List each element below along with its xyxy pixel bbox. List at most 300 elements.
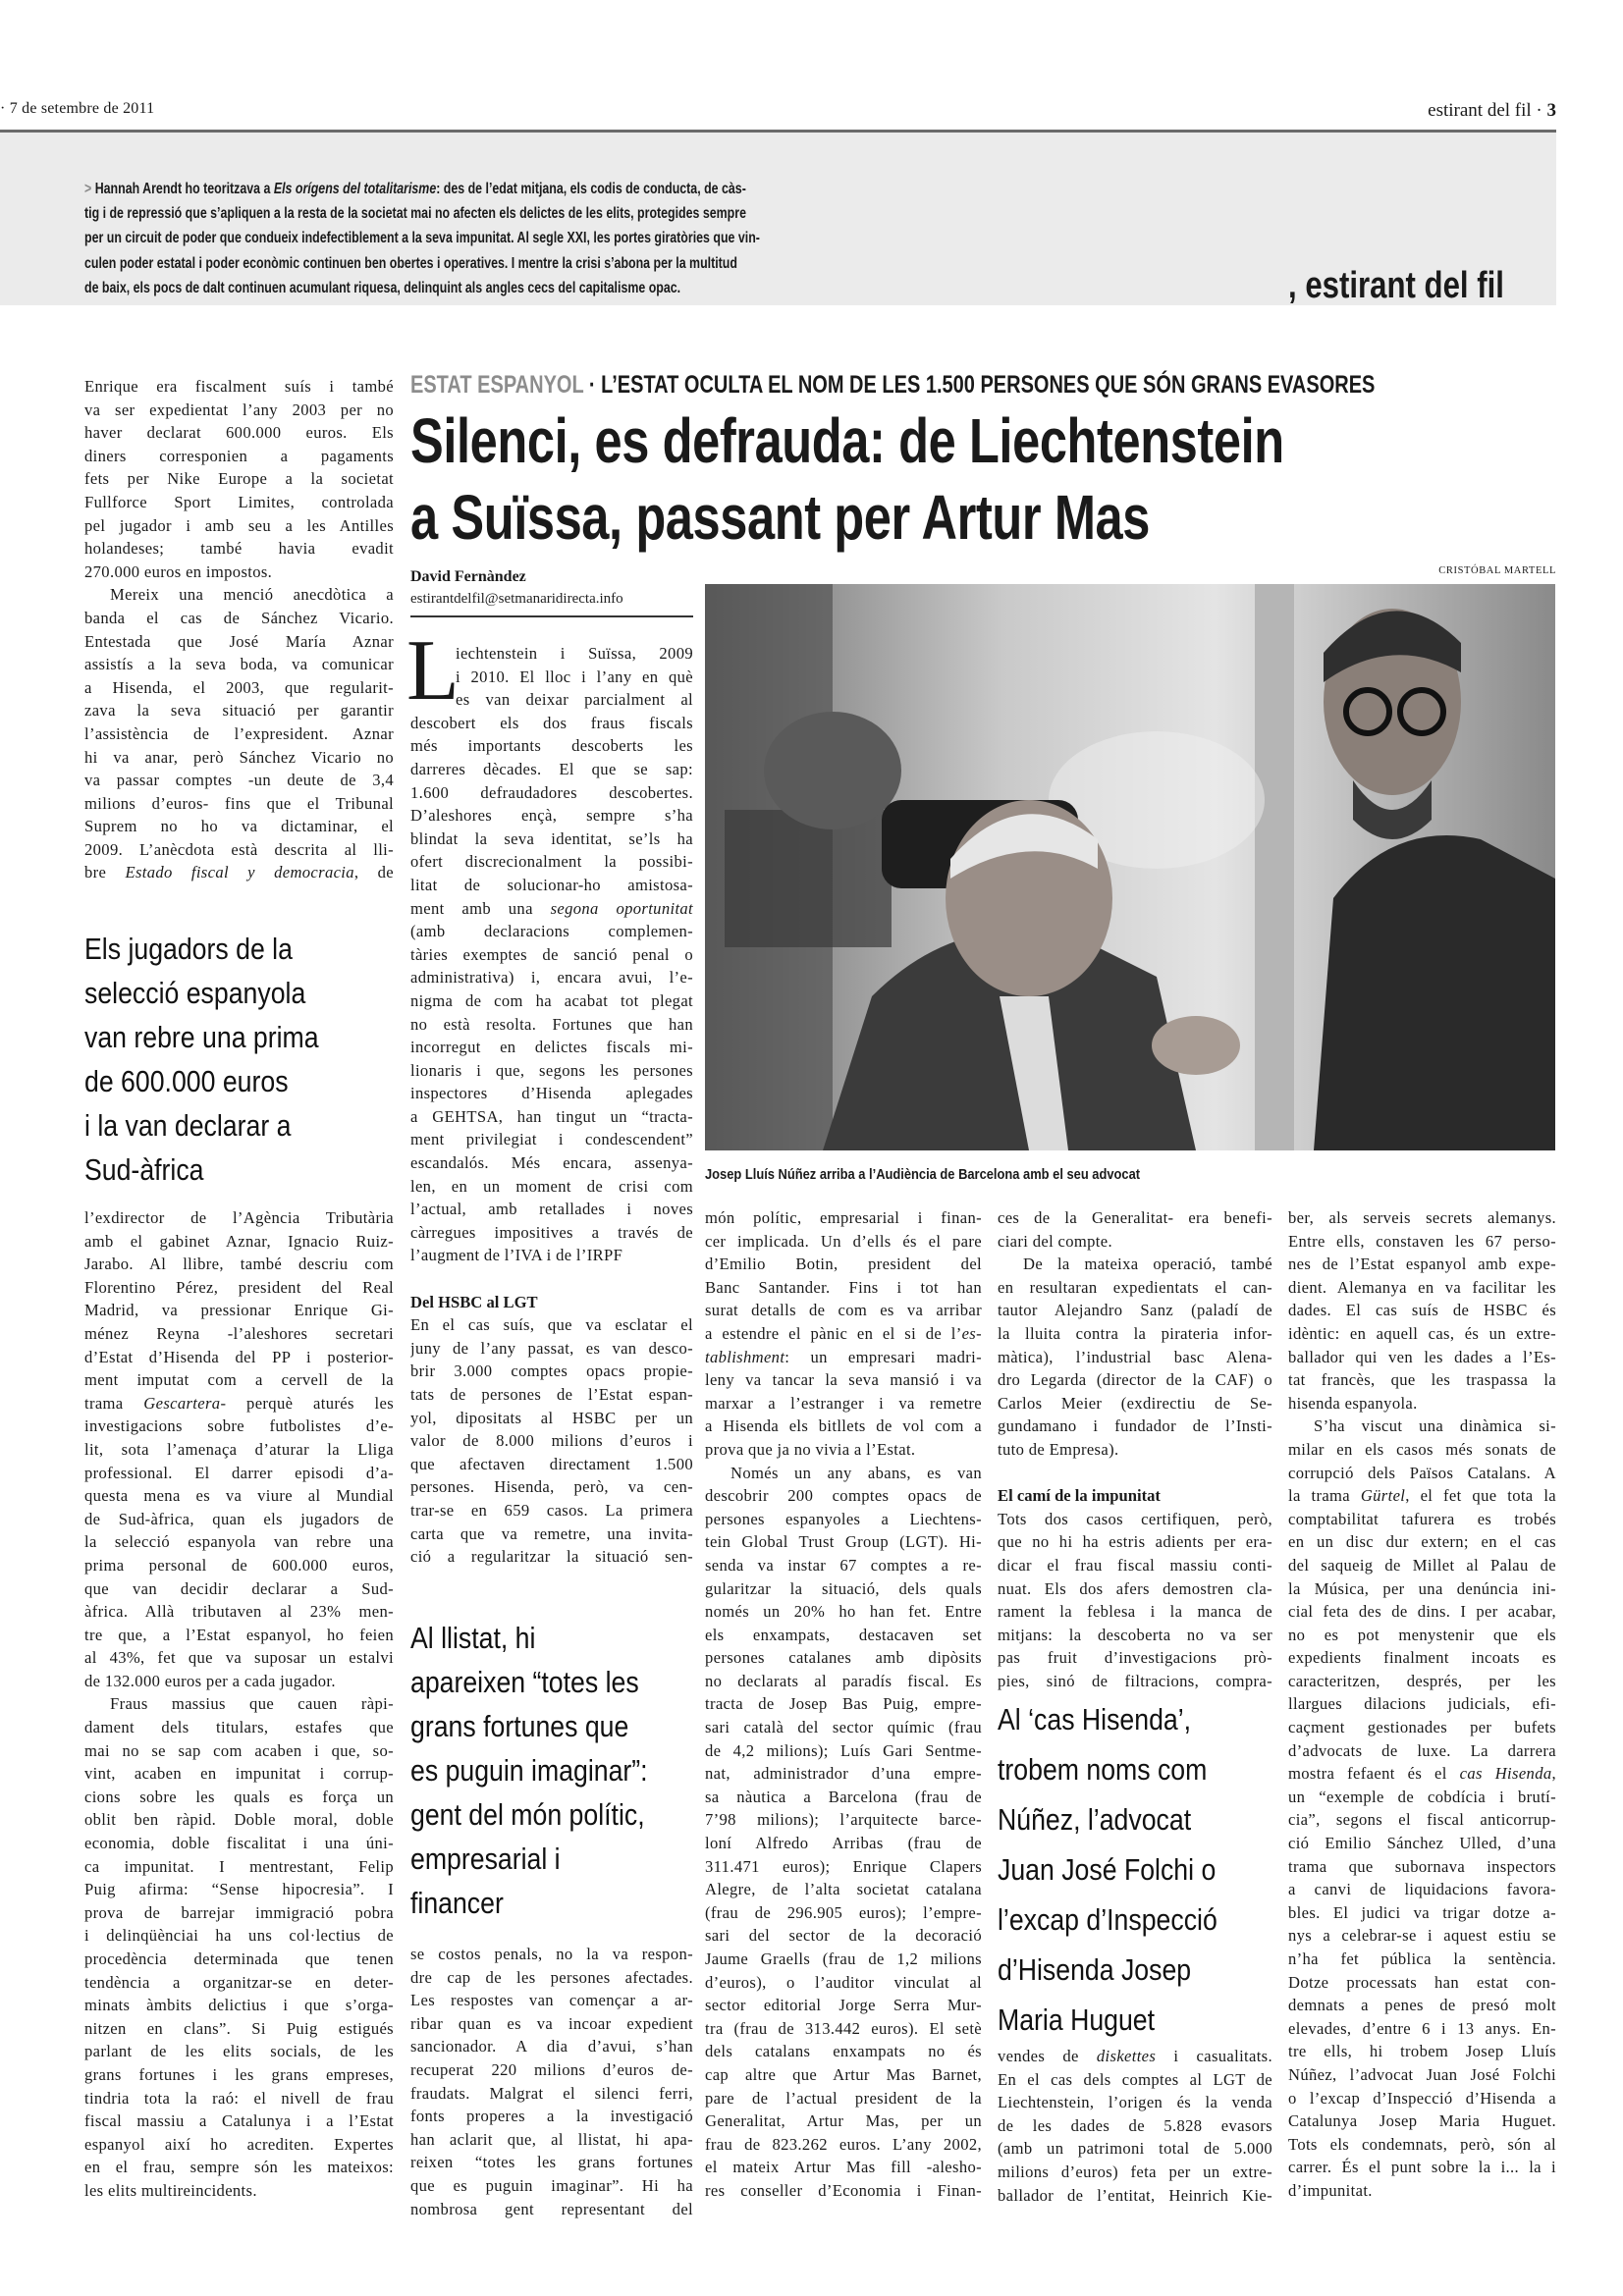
text-line: n’ha fet pública la sentència. — [1288, 1949, 1556, 1968]
text-run: : des de l’edat mitjana, els codis de conducta, de càs- — [436, 181, 746, 197]
text-line: len, en un moment de crisi com — [410, 1176, 693, 1196]
italic-text-run: tablishment — [705, 1347, 785, 1366]
column-1-top — [84, 375, 394, 884]
text-line: rament la feblesa i la manca de — [998, 1602, 1272, 1622]
text-run: i casualitats. — [1156, 2047, 1272, 2065]
pull-quote-line: i la van declarar a — [84, 1108, 292, 1143]
text-line: Catalunya Josep Maria Huguet. — [1288, 2111, 1556, 2131]
text-line: Dotze processats han estat con- — [1288, 1972, 1556, 1992]
italic-text-run: es- — [961, 1323, 982, 1343]
text-line: zava la seva situació per garantir — [84, 701, 394, 721]
drop-cap: L — [406, 623, 460, 719]
italic-text-run: Els orígens del totalitarisme — [273, 181, 437, 197]
text-line: l’exdirector de l’Agència Tributària — [84, 1208, 394, 1227]
text-line: Mereix una menció anecdòtica a — [110, 585, 394, 605]
text-line: del saqueig de Millet al Palau de — [1288, 1555, 1556, 1575]
kicker — [410, 371, 1375, 400]
text-line: d’impunitat. — [1288, 2180, 1373, 2200]
text-line: S’ha viscut una dinàmica si- — [1314, 1416, 1556, 1436]
pull-quote-line: Al ‘cas Hisenda’, — [998, 1702, 1192, 1736]
text-line: va passar comptes -un deute de 3,4 — [84, 771, 394, 790]
text-line: Suprem no ho va dictaminar, el — [84, 817, 394, 836]
text-run: , el fet que tota la — [1405, 1486, 1556, 1506]
text-line: que es puguin imaginar”. Hi ha — [410, 2175, 693, 2195]
text-line: Madrid, va pressionar Enrique Gi- — [84, 1301, 394, 1320]
text-line: mitjans: la descoberta no va ser — [998, 1625, 1272, 1644]
text-line: a GEHTSA, han tingut un “tracta- — [410, 1106, 693, 1126]
text-line: leny va tancar la seva mansió i va — [705, 1370, 982, 1390]
text-line: que van decidir declarar a Sud- — [84, 1578, 394, 1598]
text-line: 270.000 euros en impostos. — [84, 561, 273, 581]
text-line: i delinqüènciai ha uns col·lectius de — [84, 1926, 394, 1946]
text-line: descobert els dos fraus fiscals — [410, 713, 693, 732]
intro-line — [84, 276, 760, 300]
text-line: Tots dos casos certifiquen, però, — [998, 1509, 1272, 1528]
text-line: al 43%, fet que va suposar un estalvi — [84, 1648, 394, 1668]
text-line: mai no se sap com acaben i que, so- — [84, 1740, 394, 1760]
text-line: fets per Nike Europe a la societat — [84, 469, 394, 489]
text-line: senda va instar 67 comptes a re- — [705, 1555, 982, 1575]
text-line: En el cas suís, que va esclatar el — [410, 1315, 693, 1335]
text-line: fraudats. Malgrat el silenci ferri, — [410, 2083, 693, 2103]
text-line: àfrica. Allà tributaven al 23% men- — [84, 1602, 394, 1622]
text-line: caracteritzen, després, per les — [1288, 1671, 1556, 1690]
text-line: d’Estat d’Hisenda del PP i posterior- — [84, 1347, 394, 1366]
text-run: bre — [84, 863, 126, 882]
text-line: món polític, empresarial i finan- — [705, 1208, 982, 1227]
pull-quote-line: selecció espanyola — [84, 976, 306, 1010]
pull-quote-2 — [410, 1616, 648, 1925]
text-line: Les respostes van començar a ar- — [410, 1991, 693, 2010]
text-line: frau de 823.262 euros. L’any 2002, — [705, 2134, 982, 2154]
text-line: milar en els casos més sonats de — [1288, 1439, 1556, 1459]
text-line: el mateix Artur Mas fill -alesho- — [705, 2158, 982, 2177]
text-line: tautor Alejandro Sanz (paladí de — [998, 1301, 1272, 1320]
text-line: va ser expedientat l’any 2003 per no — [84, 400, 394, 419]
text-line: carrer. És el punt sobre la i... la i — [1288, 2158, 1556, 2177]
text-line: gundamano i fundador de l’Insti- — [998, 1416, 1272, 1436]
intro-line-text — [84, 255, 737, 272]
text-line: Fraus massius que cauen ràpi- — [110, 1694, 394, 1714]
text-line: prova de barrejar immigració pobra — [84, 1902, 394, 1922]
kicker-text: · L’ESTAT OCULTA EL NOM DE LES 1.500 PERSONES QUE SÓN GRANS EVASORES — [583, 371, 1376, 399]
text-line: fonts properes a la investigació — [410, 2107, 693, 2126]
text-line: surat detalls de com es va arribar — [705, 1301, 982, 1320]
text-line: tat francès, que les traspassa la — [1288, 1370, 1556, 1390]
text-line: ció a regularitzar la situació sen- — [410, 1547, 693, 1567]
text-line: o l’excap d’Inspecció d’Hisenda a — [1288, 2088, 1556, 2108]
text-line: investigacions sobre futbolistes d’e- — [84, 1416, 394, 1436]
italic-text-run: Gürtel — [1360, 1486, 1406, 1506]
text-line: Fullforce Sport Limites, controlada — [84, 492, 394, 511]
text-run: vendes de — [998, 2047, 1097, 2065]
text-line: Banc Santander. Fins i tot han — [705, 1277, 982, 1297]
text-line: diners corresponien a pagaments — [84, 446, 394, 465]
intro-line-text — [84, 205, 746, 222]
text-line — [410, 897, 693, 921]
text-line: Entre ells, constaven les 67 perso- — [1288, 1231, 1556, 1251]
text-line: d’Emilio Botin, president del — [705, 1255, 982, 1274]
article-photo — [705, 584, 1555, 1150]
text-line: la Música, per una denúncia ini- — [1288, 1578, 1556, 1598]
text-line: ribar quan es va incoar expedient — [410, 2013, 693, 2033]
text-line: persones. Hisenda, però, va cen- — [410, 1477, 693, 1497]
pull-quote-line: Maria Huguet — [998, 2002, 1156, 2037]
text-line: hisenda espanyola. — [1288, 1393, 1418, 1413]
text-run: ment amb una — [410, 898, 551, 918]
text-line: gularitzar la situació, dels quals — [705, 1578, 982, 1598]
italic-text-run: cas Hisenda — [1459, 1764, 1552, 1784]
text-line: haver declarat 600.000 euros. Els — [84, 423, 394, 443]
text-run: per un circuit de poder que condueix indefectiblement a la seva impunitat. Al segle XXI, les portes giratòries que vin- — [84, 230, 760, 247]
text-line: tracta de Josep Bas Puig, empre- — [705, 1694, 982, 1714]
subheading: Del HSBC al LGT — [410, 1292, 538, 1311]
text-line: les elits multireincidents. — [84, 2180, 257, 2200]
author-email-link[interactable]: estirantdelfil@setmanaridirecta.info — [410, 591, 623, 607]
text-line: sector editorial Jorge Serra Mur- — [705, 1996, 982, 2015]
text-line: comptabilitat tafurera es trobés — [1288, 1509, 1556, 1528]
photo-caption: Josep Lluís Núñez arriba a l’Audiència de Barcelona amb el seu advocat — [705, 1166, 1141, 1183]
pull-quote-line: trobem noms com — [998, 1752, 1208, 1787]
text-line: 311.471 euros); Enrique Clapers — [705, 1856, 982, 1876]
text-line: d’advocats de luxe. La darrera — [1288, 1740, 1556, 1760]
text-line: Alegre, de l’alta societat catalana — [705, 1880, 982, 1899]
text-line: dament dels titulars, estafes que — [84, 1718, 394, 1737]
text-line — [84, 1392, 394, 1415]
text-line: dro Legarda (director de la CAF) o — [998, 1370, 1272, 1390]
text-line: Jarabo. Al llibre, també descriu com — [84, 1255, 394, 1274]
text-line: Puig afirma: “Sense hipocresia”. I — [84, 1880, 394, 1899]
text-line: 7’98 milions); l’arquitecte barce- — [705, 1810, 982, 1830]
text-line: administrativa) i, encara avui, l’e- — [410, 968, 693, 988]
text-line: loní Alfredo Arribas (frau de — [705, 1834, 982, 1853]
text-line — [1288, 1762, 1556, 1786]
text-line: (frau de 296.905 euros); l’empre- — [705, 1902, 982, 1922]
photo-credit: CRISTÓBAL MARTELL — [1438, 565, 1556, 576]
text-run: de baix, els pocs de dalt continuen acumulant riquesa, delinquint als angles cecs del capitalisme opac. — [84, 279, 681, 296]
text-line: dicar el frau fiscal massiu conti- — [998, 1555, 1272, 1575]
text-run: tig i de repressió que s’apliquen a la resta de la societat mai no afecten els delictes de les elits, protegides sempre — [84, 205, 746, 223]
text-line: juny de l’any passat, es van desco- — [410, 1338, 693, 1358]
text-line: de les dades de 5.828 evasors — [998, 2115, 1272, 2135]
text-line: ment privilegiat i condescendent” — [410, 1130, 693, 1149]
text-line: ofert discrecionalment la possibi- — [410, 852, 693, 872]
text-line: reixen “totes les grans fortunes — [410, 2153, 693, 2172]
text-line: no es pot menystenir que els — [1288, 1625, 1556, 1644]
arrow-marker: > — [84, 181, 92, 197]
text-line: Només un any abans, es van — [730, 1463, 982, 1482]
page-number: 3 — [1546, 100, 1556, 121]
text-line: Generalitat, Artur Mas, per un — [705, 2111, 982, 2131]
text-line: En el cas dels comptes al LGT de — [998, 2069, 1272, 2089]
text-line: grans fortunes i les grans empreses, — [84, 2064, 394, 2084]
issue-date: · 7 de setembre de 2011 — [0, 100, 155, 117]
column-5 — [1288, 1206, 1556, 2203]
text-line: cap altre que Artur Mas Barnet, — [705, 2064, 982, 2084]
text-line: idèntic: en aquell cas, és un extre- — [1288, 1323, 1556, 1343]
text-line: Jaume Graells (frau de 1,2 milions — [705, 1949, 982, 1968]
text-line: només un 20% ho han fet. Entre — [705, 1602, 982, 1622]
text-line: valor de 8.000 milions d’euros i — [410, 1431, 693, 1451]
text-line: Tots els condemnats, però, són al — [1288, 2134, 1556, 2154]
text-line: procedència determinada que tenen — [84, 1949, 394, 1968]
text-line: trama que subornava inspectors — [1288, 1856, 1556, 1876]
text-line: 1.600 defraudadores descobertes. — [410, 782, 693, 802]
text-line: ció Emilio Sánchez Ulled, d’una — [1288, 1834, 1556, 1853]
text-line: holandeses; també havia evadit — [84, 539, 394, 559]
text-line: ber, als serveis secrets alemanys. — [1288, 1208, 1556, 1227]
text-line: D’aleshores ençà, sempre s’ha — [410, 806, 693, 826]
intro-line — [84, 201, 760, 226]
text-line: carta que va remetre, una invita- — [410, 1523, 693, 1543]
text-line: parlant de les elits socials, de les — [84, 2042, 394, 2061]
text-line — [998, 2045, 1272, 2068]
text-line: pas fruit d’investigacions prò- — [998, 1648, 1272, 1668]
text-line: ballador qui ven les dades a l’Es- — [1288, 1347, 1556, 1366]
text-line: nigma de com ha acabat tot plegat — [410, 990, 693, 1010]
pull-quote-line: financer — [410, 1886, 504, 1920]
text-line: la selecció espanyola van rebre una — [84, 1532, 394, 1552]
text-line — [84, 861, 394, 884]
text-line: nys a celebrar-se i aquest estiu se — [1288, 1926, 1556, 1946]
text-line: minats àmbits delictius i que s’orga- — [84, 1996, 394, 2015]
text-line: pies, sinó de filtracions, compra- — [998, 1671, 1272, 1690]
text-run: trama — [84, 1393, 144, 1413]
text-line: nat, administrador d’una empre- — [705, 1764, 982, 1784]
section-name: estirant del fil — [1428, 100, 1532, 121]
text-line: milions d’euros- fins que el Tribunal — [84, 793, 394, 813]
text-line: no està resolta. Fortunes que han — [410, 1014, 693, 1034]
photo-image — [705, 584, 1555, 1150]
text-line: se costos penals, no la va respon- — [410, 1945, 693, 1963]
text-line — [705, 1322, 982, 1346]
text-line: prova que ja no vivia a l’Estat. — [705, 1439, 916, 1459]
intro-line — [84, 177, 760, 201]
section-tag: , estirant del fil — [1288, 265, 1504, 306]
headline-line: Silenci, es defrauda: de Liechtenstein — [410, 405, 1284, 476]
subheading: El camí de la impunitat — [998, 1486, 1161, 1506]
pull-quote-line: van rebre una prima — [84, 1020, 319, 1054]
text-line: la lluita contra la pirateria infor- — [998, 1323, 1272, 1343]
text-line: trar-se en 659 casos. La primera — [410, 1500, 693, 1520]
pull-quote-line: Al llistat, hi — [410, 1621, 536, 1655]
text-line: darreres dècades. El que se sap: — [410, 759, 693, 778]
text-line: nes de l’Estat espanyol amb expe- — [1288, 1255, 1556, 1274]
text-line: milions d’euros) feta per un extre- — [998, 2162, 1272, 2181]
column-3 — [705, 1206, 982, 2203]
text-line: economia, doble fiscalitat i una úni- — [84, 1834, 394, 1853]
text-line: dels catalans enxampats no és — [705, 2042, 982, 2061]
text-line: De la mateixa operació, també — [1023, 1255, 1272, 1274]
column-2-top — [410, 642, 693, 1569]
pull-quote-line: Juan José Folchi o — [998, 1852, 1217, 1887]
text-line: de 132.000 euros per a cada jugador. — [84, 1671, 336, 1690]
column-4-bottom — [998, 2045, 1272, 2207]
pull-quote-line: apareixen “totes les — [410, 1665, 639, 1699]
text-line: recuperat 220 milions d’euros de- — [410, 2059, 693, 2079]
author-name: David Fernàndez — [410, 568, 526, 585]
text-line: l’actual, amb retallades i noves — [410, 1200, 693, 1219]
text-line: banda el cas de Sánchez Vicario. — [84, 608, 394, 627]
text-run: mostra fefaent és el — [1288, 1764, 1460, 1784]
text-line: tindria tota la raó: el nivell de frau — [84, 2088, 394, 2108]
text-run: - perquè aturés les — [220, 1393, 394, 1413]
text-line: inspectores d’Hisenda aplegades — [410, 1084, 693, 1103]
text-line: ces de la Generalitat- era benefi- — [998, 1208, 1272, 1227]
pull-quote-line: Núñez, l’advocat — [998, 1802, 1192, 1837]
text-line: tein Global Trust Group (LGT). Hi- — [705, 1532, 982, 1552]
pull-quote-line: es puguin imaginar”: — [410, 1753, 648, 1788]
text-line: professional. El darrer episodi d’a- — [84, 1463, 394, 1482]
column-4-top — [998, 1206, 1272, 1692]
text-line: vint, acaben en impunitat i corrup- — [84, 1764, 394, 1784]
text-line: un “exemple de cobdícia i brutí- — [1288, 1787, 1556, 1806]
text-line: en el frau, sempre són les mateixos: — [84, 2158, 394, 2177]
text-line: expedients finalment incoats es — [1288, 1648, 1556, 1668]
italic-text-run: diskettes — [1096, 2047, 1157, 2065]
text-line: sari del sector de la decoració — [705, 1926, 982, 1946]
page-folio: estirant del fil · 3 — [1428, 100, 1556, 121]
pull-quote-line: de 600.000 euros — [84, 1064, 289, 1098]
text-line: elevades, d’entre 6 i 13 anys. En- — [1288, 2018, 1556, 2038]
text-line: prima personal de 600.000 euros, — [84, 1555, 394, 1575]
text-line: cions sobre les quals es força un — [84, 1787, 394, 1806]
text-line: nombrosa gent representant del — [410, 2199, 693, 2218]
headline-line: a Suïssa, passant per Artur Mas — [410, 482, 1150, 553]
text-line: ménez Reyna -l’aleshores secretari — [84, 1323, 394, 1343]
text-line: escandalós. Més encara, assenya- — [410, 1153, 693, 1173]
text-line: litat de solucionar-ho amistosa- — [410, 875, 693, 894]
pull-quote-line: Sud-àfrica — [84, 1152, 204, 1187]
text-line: càrregues impositives a través de — [410, 1222, 693, 1242]
text-line: més importants descoberts les — [410, 736, 693, 756]
text-line: hi va anar, però Sánchez Vicario no — [84, 747, 394, 767]
intro-line-text — [91, 181, 746, 197]
text-line: amb el gabinet Aznar, Ignacio Ruiz- — [84, 1231, 394, 1251]
pull-quote-1 — [84, 927, 319, 1192]
text-line: tàries exemptes de sanció penal o — [410, 944, 693, 964]
text-line: en un disc dur extern; en el cas — [1288, 1532, 1556, 1552]
text-line: bles. El judici va trigar dotze a- — [1288, 1902, 1556, 1922]
text-line: corrupció dels Països Catalans. A — [1288, 1463, 1556, 1482]
text-run: Hannah Arendt ho teoritzava a — [91, 181, 274, 197]
text-line: tre ells, hi trobem Josep Lluís — [1288, 2042, 1556, 2061]
text-line: Entestada que José María Aznar — [84, 631, 394, 651]
text-line: dades. El cas suís de HSBC és — [1288, 1301, 1556, 1320]
text-run: culen poder estatal i poder econòmic continuen ben obertes i operatives. I mentre la crisi s’abona per la multitud — [84, 254, 737, 272]
intro-line — [84, 251, 760, 276]
text-line: ballador de l’entitat, Heinrich Kie- — [998, 2185, 1272, 2205]
text-line: en resultaran expedientats el can- — [998, 1277, 1272, 1297]
text-line: d’euros), o l’auditor vinculat al — [705, 1972, 982, 1992]
text-line: lionaris i que, segons les persones — [410, 1060, 693, 1080]
text-line: que no hi ha estris adients per era- — [998, 1532, 1272, 1552]
text-line: de Sud-àfrica, quan els jugadors de — [84, 1509, 394, 1528]
text-line: nuat. Els dos afers demostren cla- — [998, 1578, 1272, 1598]
text-line: tats de persones de l’Estat espan- — [410, 1385, 693, 1404]
intro-text — [84, 177, 760, 300]
text-line: cer implicada. Un d’ells és el pare — [705, 1231, 982, 1251]
text-line: lit, sota l’amenaça d’aturar la Lliga — [84, 1439, 394, 1459]
text-line: sari català del sector químic (frau — [705, 1718, 982, 1737]
text-line: l’augment de l’IVA i de l’IRPF — [410, 1246, 623, 1265]
pull-quote-line: gent del món polític, — [410, 1797, 645, 1832]
text-line: nitzen en clans”. Si Puig estigués — [84, 2018, 394, 2038]
pull-quote-line: d’Hisenda Josep — [998, 1952, 1192, 1987]
text-run: la trama — [1288, 1486, 1361, 1506]
text-line: ca impunitat. I mentrestant, Felip — [84, 1856, 394, 1876]
text-line: descobrir 200 comptes opacs de — [705, 1486, 982, 1506]
intro-line — [84, 226, 760, 250]
text-line: tuto de Empresa). — [998, 1439, 1119, 1459]
text-line: persones catalanes amb dipòsits — [705, 1648, 982, 1668]
text-line: oblit ben ràpid. Doble moral, doble — [84, 1810, 394, 1830]
text-line: llargues dilacions judicials, efi- — [1288, 1694, 1556, 1714]
byline — [410, 566, 693, 617]
text-line: blindat la seva identitat, se’ls ha — [410, 828, 693, 848]
italic-text-run: Gescartera — [143, 1393, 221, 1413]
text-line: brir 3.000 comptes opacs propie- — [410, 1362, 693, 1381]
text-line: a canvi de liquidacions favora- — [1288, 1880, 1556, 1899]
text-line — [705, 1346, 982, 1369]
text-line: yol, dipositats al HSBC per un — [410, 1408, 693, 1427]
text-line: els enxampats, destacaven set — [705, 1625, 982, 1644]
text-line: de 4,2 milions); Luís Gari Sentme- — [705, 1740, 982, 1760]
column-1-bottom — [84, 1206, 394, 2203]
intro-line-text — [84, 230, 760, 246]
text-line: (amb un patrimoni total de 5.000 — [998, 2139, 1272, 2159]
byline-divider — [410, 615, 693, 617]
italic-text-run: Estado fiscal y democracia — [125, 863, 354, 882]
text-line: l’assistència de l’expresident. Aznar — [84, 723, 394, 743]
text-line: màtica), l’industrial basc Alena- — [998, 1347, 1272, 1366]
text-line: tendència a organitzar-se en deter- — [84, 1972, 394, 1992]
kicker-section: ESTAT ESPANYOL — [410, 371, 584, 399]
text-line: i 2010. El lloc i l’any en què — [456, 667, 693, 686]
text-line: Florentino Pérez, president del Real — [84, 1277, 394, 1297]
pull-quote-line: grans fortunes que — [410, 1709, 629, 1743]
pull-quote-line: l’excap d’Inspecció — [998, 1902, 1217, 1937]
text-line: Núñez, l’advocat Juan José Folchi — [1288, 2064, 1556, 2084]
text-line: ciari del compte. — [998, 1231, 1112, 1251]
text-line — [1288, 1484, 1556, 1508]
text-line: dre cap de les persones afectades. — [410, 1967, 693, 1987]
text-line: tra (frau de 313.442 euros). El setè — [705, 2018, 982, 2038]
text-line: han aclarit que, al llistat, hi apa- — [410, 2129, 693, 2149]
text-line: espanyol així ho acrediten. Expertes — [84, 2134, 394, 2154]
intro-line-text — [84, 280, 680, 296]
text-line: dient. Alemanya en va facilitar les — [1288, 1277, 1556, 1297]
text-line: sa nàutica a Barcelona (frau de — [705, 1787, 982, 1806]
text-line: ment imputat com a cervell de la — [84, 1370, 394, 1390]
text-line: caçment gestionades per bufets — [1288, 1718, 1556, 1737]
italic-text-run: segona oportunitat — [550, 898, 693, 918]
text-line: demnats a penes de presó molt — [1288, 1996, 1556, 2015]
pull-quote-3 — [998, 1694, 1217, 2045]
pull-quote-line: Els jugadors de la — [84, 932, 293, 966]
headline — [410, 402, 1284, 556]
text-line: a Hisenda, el 2003, que regularit- — [84, 677, 394, 697]
text-line: assistís a la seva boda, va comunicar — [84, 655, 394, 674]
text-line: Liechtenstein, l’origen és la venda — [998, 2093, 1272, 2112]
text-line: no declarats al paradís fiscal. Es — [705, 1671, 982, 1690]
text-line: sancionador. A dia d’avui, s’han — [410, 2037, 693, 2056]
text-line: fiscal massiu a Catalunya i a l’Estat — [84, 2111, 394, 2131]
column-2-bottom — [410, 1943, 693, 2220]
text-line: cial feta des de dins. I per acabar, — [1288, 1602, 1556, 1622]
text-line: 2009. L’anècdota està descrita al lli- — [84, 839, 394, 859]
text-run: , de — [353, 863, 394, 882]
